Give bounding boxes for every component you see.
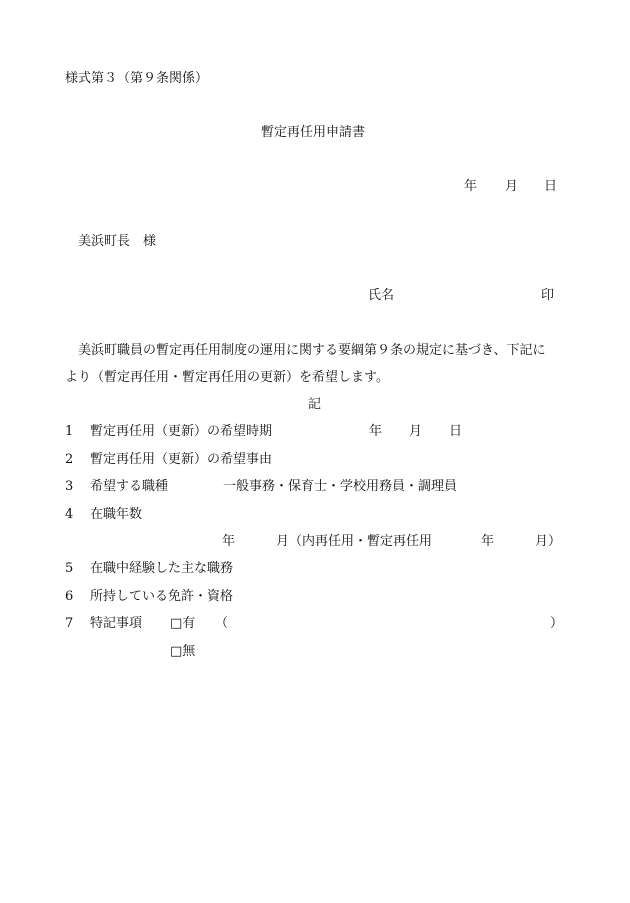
item-label: 在職中経験した主な職務 [90,561,234,576]
job-type-options: 一般事務・保育士・学校用務員・調理員 [223,479,458,494]
item-number: 2 [65,452,74,467]
tenure-month-close-label: 月） [535,534,562,549]
item-label: 特記事項 [90,616,143,631]
date-month-label: 月 [505,179,519,194]
item-number: 5 [65,561,74,576]
special-paren-close: ） [550,616,564,631]
ki-heading: 記 [308,397,322,412]
item-number: 7 [65,616,74,631]
item-number: 1 [65,424,74,439]
form-number: 様式第３（第９条関係） [65,71,209,86]
item-1-year-label: 年 [369,424,383,439]
item-number: 6 [65,589,74,604]
item-number: 4 [65,507,74,522]
item-1-month-label: 月 [409,424,423,439]
seal-label: 印 [541,288,555,303]
body-paragraph-line-2: より（暫定再任用・暫定再任用の更新）を希望します。 [65,370,389,385]
item-label: 在職年数 [90,507,143,522]
document-title: 暫定再任用申請書 [261,125,366,140]
date-year-label: 年 [464,179,478,194]
item-label: 暫定再任用（更新）の希望時期 [90,424,273,439]
item-label: 暫定再任用（更新）の希望事由 [90,452,273,467]
item-label: 希望する職種 [90,479,169,494]
item-label: 所持している免許・資格 [90,589,234,604]
item-1-day-label: 日 [449,424,463,439]
tenure-year2-label: 年 [481,534,495,549]
body-paragraph-line-1: 美浜町職員の暫定再任用制度の運用に関する要綱第９条の規定に基づき、下記に [78,343,546,358]
tenure-month-open-label: 月（内再任用・暫定再任用 [276,534,433,549]
special-yes-checkbox-label: □有 [170,616,196,631]
special-no-checkbox-label: □無 [170,644,196,659]
item-number: 3 [65,479,74,494]
addressee: 美浜町長 様 [78,234,157,249]
tenure-year-label: 年 [222,534,236,549]
applicant-name-label: 氏名 [368,288,395,303]
date-day-label: 日 [544,179,558,194]
special-paren-open: （ [215,616,229,631]
